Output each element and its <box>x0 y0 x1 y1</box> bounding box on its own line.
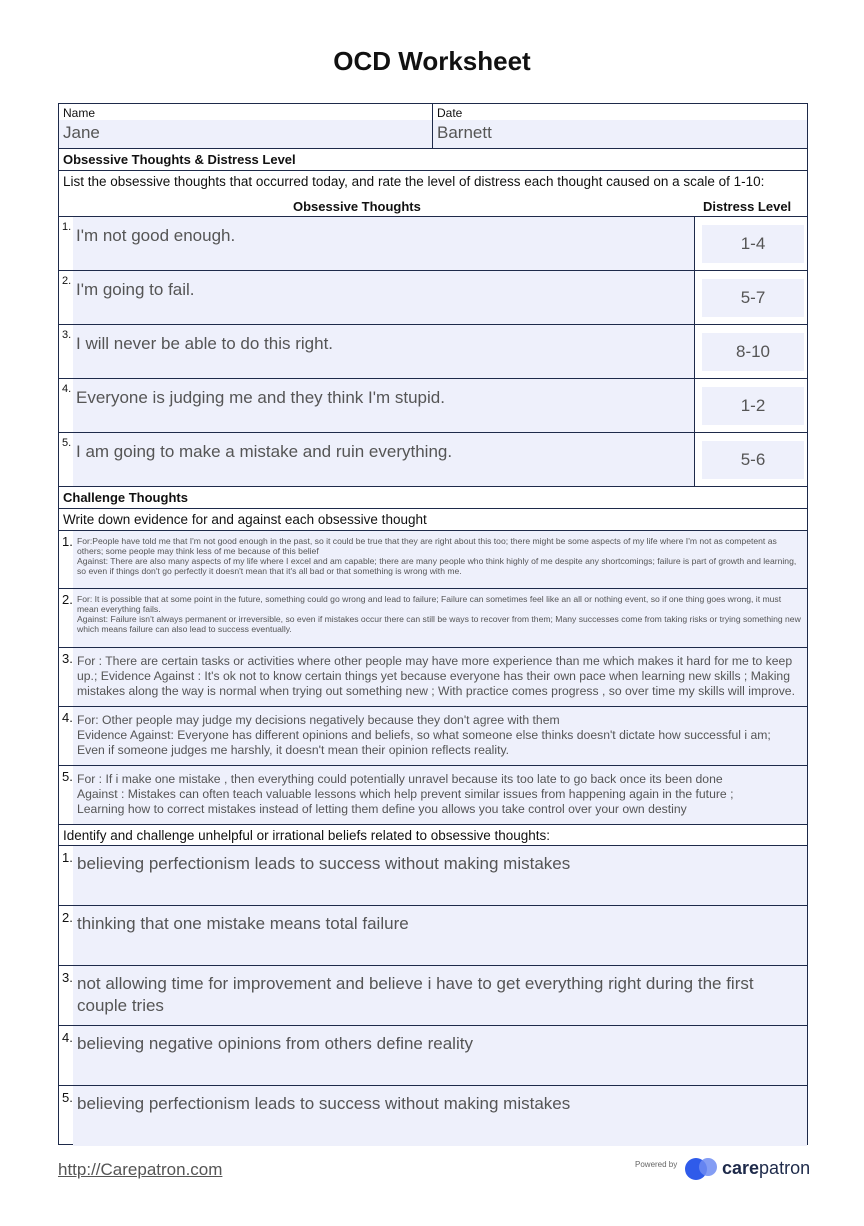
distress-level-input[interactable]: 5-6 <box>702 441 804 479</box>
belief-input[interactable]: not allowing time for improvement and believe i have to get everything right during the first couple tries <box>77 974 754 1016</box>
challenge-input[interactable]: For: Other people may judge my decisions negatively because they don't agree with them Evidence Against: Everyone has different opinions and beliefs, so what someone else thinks doesn't dictate how successful i am; Even if someone judges me harshly, it doesn't mean their opinion reflects reality. <box>77 713 771 757</box>
item-number: 4. <box>62 383 72 395</box>
item-number: 3. <box>62 329 72 341</box>
item-number: 5. <box>62 769 73 784</box>
item-number: 5. <box>62 1090 73 1105</box>
item-number: 2. <box>62 592 73 607</box>
powered-by-label: Powered by <box>635 1160 678 1169</box>
page-title: OCD Worksheet <box>333 46 531 76</box>
worksheet <box>58 103 808 1145</box>
item-number: 1. <box>62 850 73 865</box>
beliefs-instructions: Identify and challenge unhelpful or irrational beliefs related to obsessive thoughts: <box>63 828 551 843</box>
challenge-row <box>59 648 807 707</box>
item-number: 3. <box>62 970 73 985</box>
item-number: 2. <box>62 275 72 287</box>
belief-row <box>59 906 807 966</box>
belief-row <box>59 1026 807 1086</box>
challenge-section-header <box>59 487 807 509</box>
belief-input[interactable]: believing perfectionism leads to success without making mistakes <box>77 1094 571 1113</box>
item-number: 1. <box>62 534 73 549</box>
challenge-section-title: Challenge Thoughts <box>63 490 188 505</box>
brand-bold: care <box>722 1158 760 1178</box>
item-number: 3. <box>62 651 73 666</box>
item-number: 2. <box>62 910 73 925</box>
obsessive-section-title: Obsessive Thoughts & Distress Level <box>63 152 296 167</box>
date-field[interactable] <box>433 104 807 148</box>
name-value[interactable]: Jane <box>63 123 100 142</box>
challenge-input[interactable]: For:People have told me that I'm not good enough in the past, so it could be true that they are right about this too; there might be some aspects of my life where I'm not as competent as others; some people may think less of me because of this belief Against: There are also many aspects of my life where I excel and am capable; there are many people who think highly of me despite any shortcomings; failure is part of growth and learning, so even if things don't go perfectly it doesn't mean that it's all bad or that something is wrong with me. <box>77 536 797 576</box>
item-number: 5. <box>62 437 72 449</box>
challenge-instructions-row <box>59 509 807 531</box>
thought-input[interactable]: Everyone is judging me and they think I'm stupid. <box>76 388 445 407</box>
belief-input[interactable]: believing perfectionism leads to success without making mistakes <box>77 854 571 873</box>
thought-input[interactable]: I'm going to fail. <box>76 280 195 299</box>
date-value[interactable]: Barnett <box>437 123 492 142</box>
obsessive-section-header <box>59 149 807 171</box>
belief-row <box>59 966 807 1026</box>
challenge-instructions: Write down evidence for and against each obsessive thought <box>63 512 427 527</box>
distress-level-input[interactable]: 1-2 <box>702 387 804 425</box>
thought-input[interactable]: I'm not good enough. <box>76 226 236 245</box>
obsessive-thought-row <box>59 217 807 271</box>
name-date-row <box>59 104 807 149</box>
brand-name <box>722 1158 810 1179</box>
obsessive-instructions: List the obsessive thoughts that occurred today, and rate the level of distress each thought caused on a scale of 1-10: <box>63 174 765 189</box>
item-number: 4. <box>62 1030 73 1045</box>
col-distress-level: Distress Level <box>703 199 792 214</box>
belief-input[interactable]: believing negative opinions from others define reality <box>77 1034 473 1053</box>
challenge-row <box>59 707 807 766</box>
belief-row <box>59 1086 807 1146</box>
distress-level-input[interactable]: 5-7 <box>702 279 804 317</box>
obsessive-thought-row <box>59 379 807 433</box>
challenge-input[interactable]: For : There are certain tasks or activities where other people may have more experience than me which makes it hard for me to keep up.; Evidence Against : It's ok not to know certain things yet because everyone has their own pace when learning new skills ; Making mistakes along the way is normal when trying out something new ; With practice comes progress , so over time my skills will improve. <box>77 654 795 698</box>
belief-input[interactable]: thinking that one mistake means total failure <box>77 914 409 933</box>
distress-level-input[interactable]: 8-10 <box>702 333 804 371</box>
date-label: Date <box>437 106 807 120</box>
belief-row <box>59 846 807 906</box>
item-number: 4. <box>62 710 73 725</box>
brand-rest: patron <box>759 1158 811 1178</box>
obsessive-thought-row <box>59 325 807 379</box>
item-number: 1. <box>62 221 72 233</box>
col-obsessive-thoughts: Obsessive Thoughts <box>293 199 421 214</box>
challenge-row <box>59 766 807 825</box>
obsessive-instructions-row <box>59 171 807 217</box>
carepatron-logo-icon <box>684 1156 720 1182</box>
challenge-row <box>59 531 807 589</box>
thought-input[interactable]: I am going to make a mistake and ruin everything. <box>76 442 453 461</box>
challenge-row <box>59 589 807 648</box>
obsessive-thought-row <box>59 271 807 325</box>
obsessive-thought-row <box>59 433 807 487</box>
distress-level-input[interactable]: 1-4 <box>702 225 804 263</box>
thought-input[interactable]: I will never be able to do this right. <box>76 334 334 353</box>
carepatron-link[interactable]: http://Carepatron.com <box>58 1160 223 1179</box>
challenge-input[interactable]: For : If i make one mistake , then everything could potentially unravel because its too late to go back once its been done Against : Mistakes can often teach valuable lessons which help prevent similar issues from happening again in the future ; Learning how to correct mistakes instead of letting them define you allows you take control over your own destiny <box>77 772 734 816</box>
challenge-input[interactable]: For: It is possible that at some point in the future, something could go wrong and lead to failure; Failure can sometimes feel like an all or nothing event, so if one thing goes wrong, it must mean everything fails. Against: Failure isn't always permanent or irreversible, so even if mistakes occur there can still be ways to recover from them; Many successes come from taking risks or trying something new which means failure can also lead to success eventually. <box>77 594 801 634</box>
name-field[interactable] <box>59 104 433 148</box>
beliefs-instructions-row <box>59 825 807 846</box>
name-label: Name <box>63 106 432 120</box>
